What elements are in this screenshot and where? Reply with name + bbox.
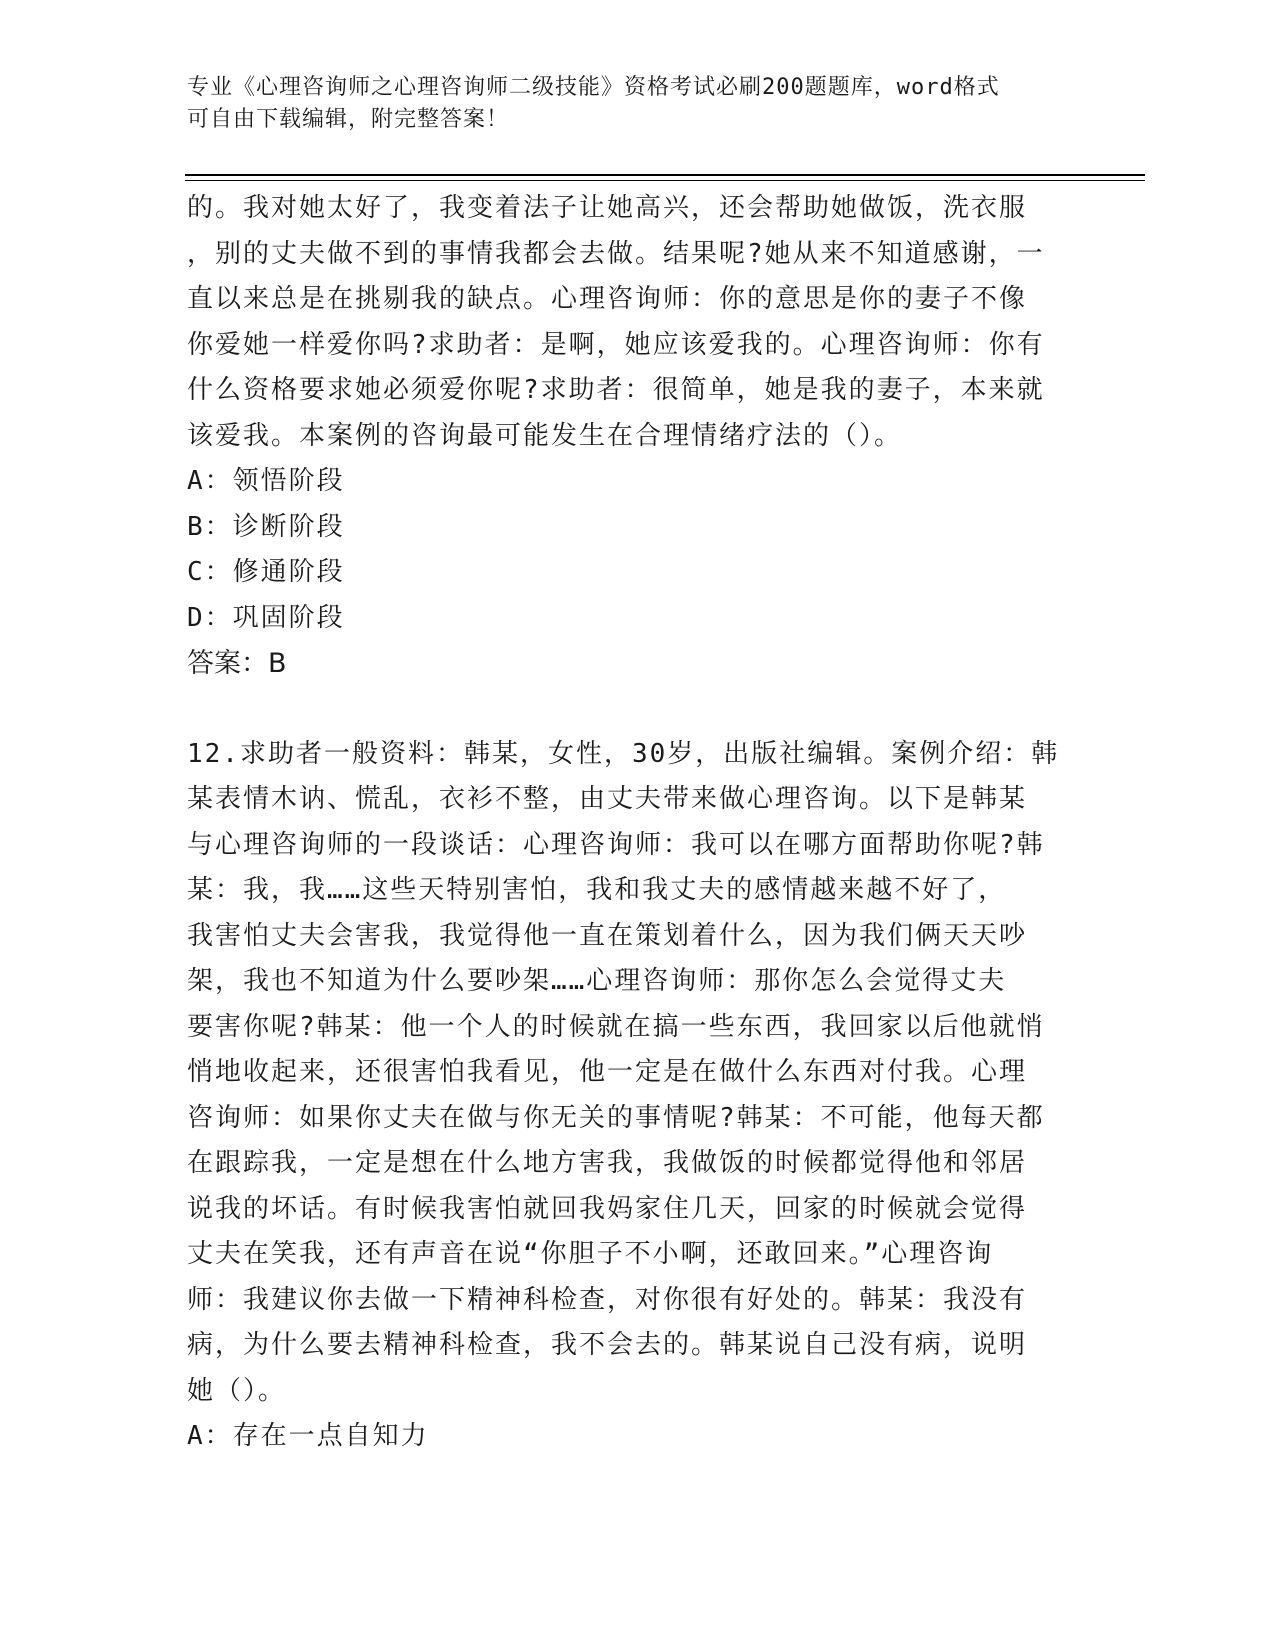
question-11-text <box>187 186 1067 459</box>
text-line: 什么资格要求她必须爱你呢?求助者：很简单，她是我的妻子，本来就 <box>187 375 1045 405</box>
answer-label: 答案：B <box>187 648 287 679</box>
option-a: A：领悟阶段 <box>187 466 345 496</box>
text-line: 师：我建议你去做一下精神科检查，对你很有好处的。韩某：我没有 <box>187 1284 1028 1315</box>
header-divider-thick <box>185 174 1145 176</box>
text-line: ，别的丈夫做不到的事情我都会去做。结果呢?她从来不知道感谢，一 <box>187 238 1045 269</box>
question-content <box>187 186 1067 1460</box>
text-line: 病，为什么要去精神科检查，我不会去的。韩某说自己没有病，说明 <box>187 1330 1028 1360</box>
option-d: D：巩固阶段 <box>187 602 345 633</box>
option-a: A：存在一点自知力 <box>187 1421 429 1451</box>
question-12 <box>187 732 1067 1460</box>
text-line: 的。我对她太好了，我变着法子让她高兴，还会帮助她做饭，洗衣服 <box>187 193 1028 223</box>
question-11 <box>187 186 1067 687</box>
text-line: 某表情木讷、慌乱，衣衫不整，由丈夫带来做心理咨询。以下是韩某 <box>187 784 1028 814</box>
text-line: 要害你呢?韩某：他一个人的时候就在搞一些东西，我回家以后他就悄 <box>187 1011 1045 1042</box>
option-c: C：修通阶段 <box>187 557 345 587</box>
text-line: 在跟踪我，一定是想在什么地方害我，我做饭的时候都觉得他和邻居 <box>187 1148 1028 1178</box>
text-line: 某：我，我……这些天特别害怕，我和我丈夫的感情越来越不好了， <box>187 875 1007 905</box>
text-line: 咨询师：如果你丈夫在做与你无关的事情呢?韩某：不可能，他每天都 <box>187 1102 1045 1133</box>
text-line: 该爱我。本案例的咨询最可能发生在合理情绪疗法的（）。 <box>187 420 903 451</box>
text-line: 与心理咨询师的一段谈话：心理咨询师：我可以在哪方面帮助你呢?韩 <box>187 829 1045 860</box>
question-12-text <box>187 732 1067 1415</box>
header-divider-thin <box>185 180 1145 181</box>
page-header <box>187 72 1067 136</box>
text-line: 她（）。 <box>187 1375 287 1406</box>
text-line: 你爱她一样爱你吗?求助者：是啊，她应该爱我的。心理咨询师：你有 <box>187 329 1045 360</box>
text-line: 悄地收起来，还很害怕我看见，他一定是在做什么东西对付我。心理 <box>187 1057 1028 1087</box>
text-line: 丈夫在笑我，还有声音在说“你胆子不小啊，还敢回来。”心理咨询 <box>187 1239 994 1269</box>
text-line: 12.求助者一般资料：韩某，女性，30岁，出版社编辑。案例介绍：韩 <box>187 738 1060 769</box>
question-spacer <box>187 687 1067 732</box>
header-title-line-1: 专业《心理咨询师之心理咨询师二级技能》资格考试必刷200题题库，word格式 <box>187 75 1000 100</box>
text-line: 说我的坏话。有时候我害怕就回我妈家住几天，回家的时候就会觉得 <box>187 1193 1028 1224</box>
text-line: 直以来总是在挑剔我的缺点。心理咨询师：你的意思是你的妻子不像 <box>187 284 1028 314</box>
text-line: 架，我也不知道为什么要吵架……心理咨询师：那你怎么会觉得丈夫 <box>187 966 1007 996</box>
option-b: B：诊断阶段 <box>187 511 345 542</box>
text-line: 我害怕丈夫会害我，我觉得他一直在策划着什么，因为我们俩天天吵 <box>187 920 1028 951</box>
header-title-line-2: 可自由下载编辑，附完整答案！ <box>187 107 510 132</box>
